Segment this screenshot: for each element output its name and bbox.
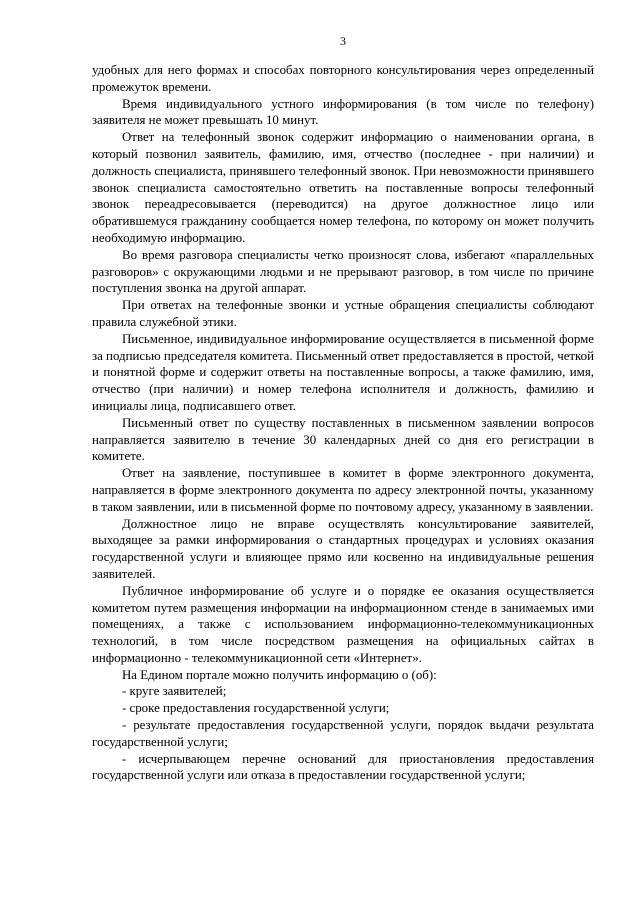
paragraph: Во время разговора специалисты четко произносят слова, избегают «параллельных разговоров» с окружающими людьми и не прерывают разговор, в том числе по причине поступления звонка на другой аппарат.	[92, 247, 594, 296]
paragraph: Ответ на телефонный звонок содержит информацию о наименовании органа, в который позвонил заявитель, фамилию, имя, отчество (последнее - при наличии) и должность специалиста, принявшего телефонный звонок. При невозможности принявшего звонок специалиста самостоятельно ответить на поставленные вопросы телефонный звонок переадресовывается (переводится) на другое должностное лицо или обратившемуся гражданину сообщается номер телефона, по которому он может получить необходимую информацию.	[92, 130, 594, 245]
paragraph: удобных для него формах и способах повторного консультирования через определенный промежуток времени.	[92, 63, 594, 94]
paragraph: При ответах на телефонные звонки и устные обращения специалисты соблюдают правила служебной этики.	[92, 298, 594, 329]
paragraph: Письменный ответ по существу поставленных в письменном заявлении вопросов направляется заявителю в течение 30 календарных дней со дня его регистрации в комитете.	[92, 415, 594, 464]
paragraph: Письменное, индивидуальное информирование осуществляется в письменной форме за подписью председателя комитета. Письменный ответ предоставляется в простой, четкой и понятной форме и содержит ответы на поставленные вопросы, а также фамилию, имя, отчество (при наличии) и номер телефона исполнителя и должность, фамилию и инициалы лица, подписавшего ответ.	[92, 331, 594, 413]
page-number: 3	[340, 34, 346, 48]
paragraph: Время индивидуального устного информирования (в том числе по телефону) заявителя не может превышать 10 минут.	[92, 96, 594, 128]
list-item: - круге заявителей;	[122, 684, 227, 699]
paragraph: На Едином портале можно получить информацию о (об):	[122, 667, 437, 682]
list-item: - исчерпывающем перечне оснований для приостановления предоставления государственной услуги или отказа в предоставлении государственной услуги;	[92, 751, 594, 783]
list-item: - сроке предоставления государственной услуги;	[122, 701, 390, 716]
paragraph: Должностное лицо не вправе осуществлять консультирование заявителей, выходящее за рамки информирования о стандартных процедурах и условиях оказания государственной услуги и влияющее прямо или косвенно на индивидуальные решения заявителей.	[92, 516, 594, 581]
list-item: - результате предоставления государственной услуги, порядок выдачи результата государственной услуги;	[92, 718, 594, 749]
paragraph: Публичное информирование об услуге и о порядке ее оказания осуществляется комитетом путем размещения информации на информационном стенде в занимаемых ими помещениях, а также с использованием информационно-телекоммуникационных технологий, в том числе посредством размещения на официальных сайтах в информационно - телекоммуникационной сети «Интернет».	[92, 583, 594, 665]
paragraph: Ответ на заявление, поступившее в комитет в форме электронного документа, направляется в форме электронного документа по адресу электронной почты, указанному в таком заявлении, или в письменной форме по почтовому адресу, указанному в заявлении.	[92, 466, 594, 514]
